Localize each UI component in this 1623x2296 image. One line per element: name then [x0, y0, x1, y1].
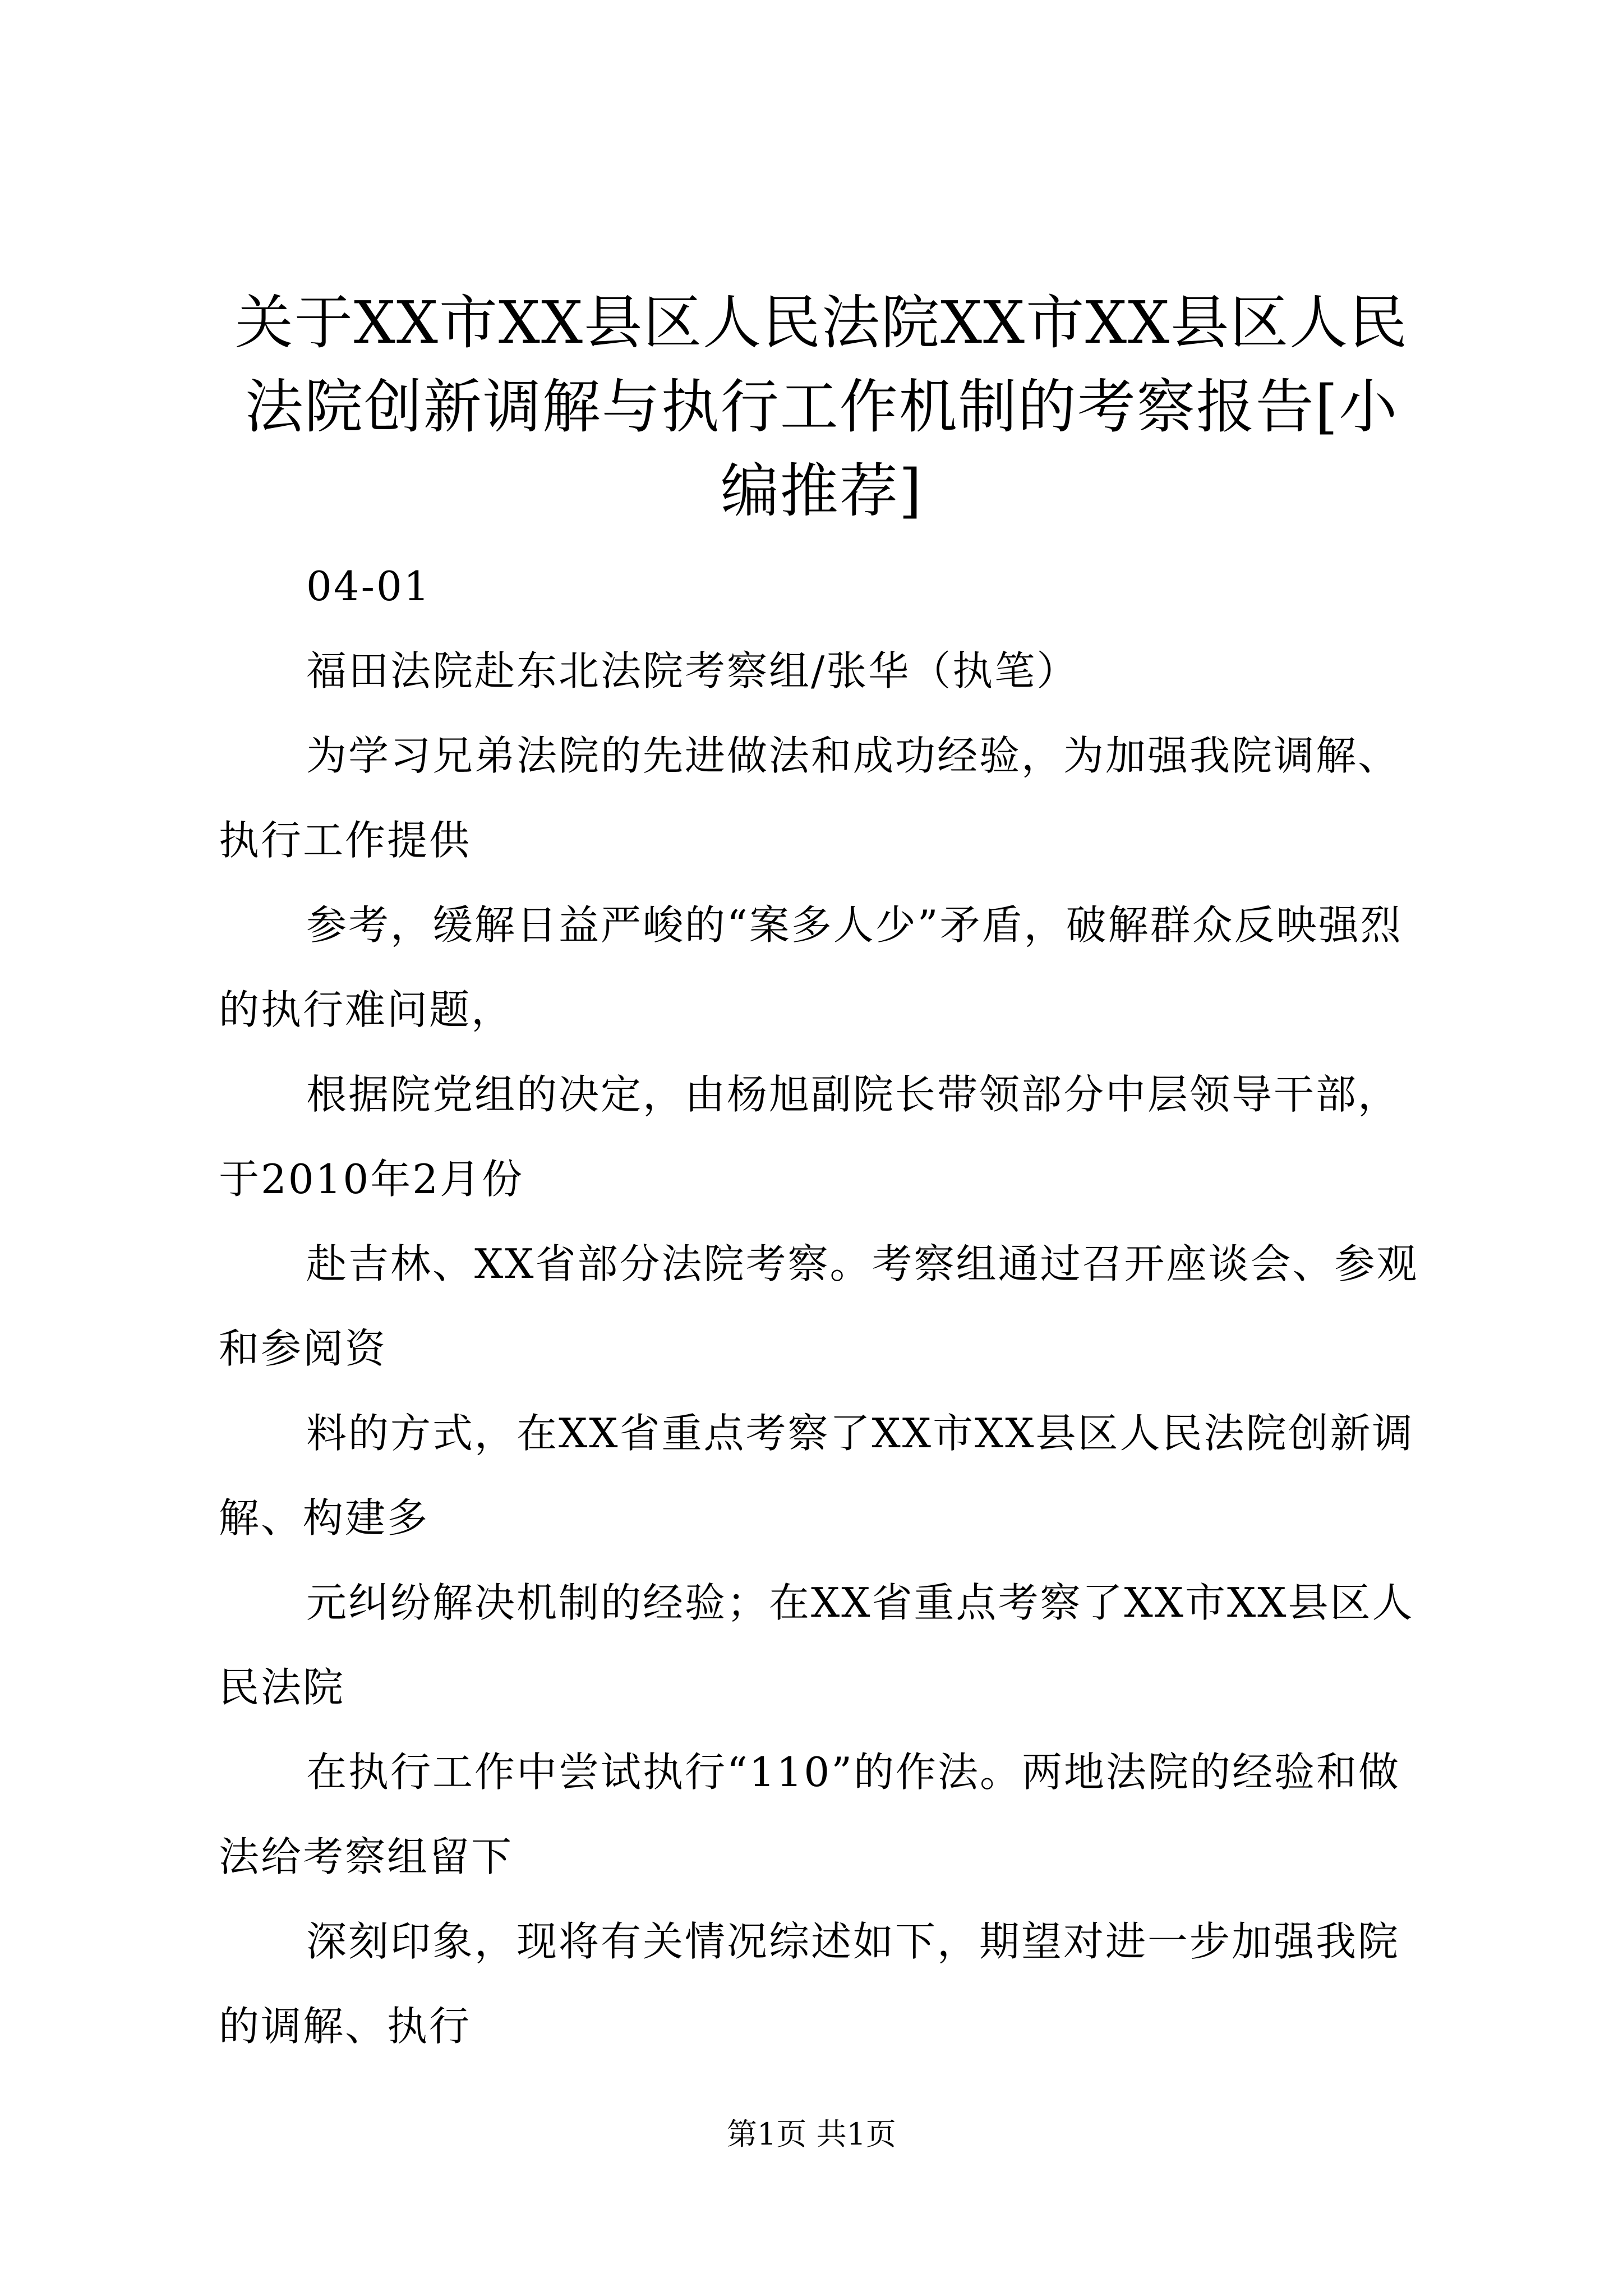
body-paragraph: 为学习兄弟法院的先进做法和成功经验，为加强我院调解、执行工作提供 [219, 732, 1400, 864]
page-footer: 第1页 共1页 [727, 2116, 896, 2152]
document-body [219, 544, 1424, 2069]
body-paragraph: 元纠纷解决机制的经验；在XX省重点考察了XX市XX县区人民法院 [219, 1579, 1414, 1711]
body-paragraph: 料的方式，在XX省重点考察了XX市XX县区人民法院创新调解、构建多 [219, 1410, 1414, 1542]
document-title: 关于XX市XX县区人民法院XX市XX县区人民法院创新调解与执行工作机制的考察报告[小编推荐] [234, 288, 1409, 525]
date-line: 04-01 [306, 563, 431, 610]
body-paragraph: 参考，缓解日益严峻的“案多人少”矛盾，破解群众反映强烈的执行难问题， [219, 901, 1403, 1033]
body-paragraph: 深刻印象，现将有关情况综述如下，期望对进一步加强我院的调解、执行 [219, 1918, 1400, 2050]
body-paragraph: 根据院党组的决定，由杨旭副院长带领部分中层领导干部，于2010年2月份 [219, 1071, 1400, 1203]
body-paragraph: 在执行工作中尝试执行“110”的作法。两地法院的经验和做法给考察组留下 [219, 1749, 1401, 1880]
author-line: 福田法院赴东北法院考察组/张华（执笔） [306, 647, 1079, 694]
body-paragraph: 赴吉林、XX省部分法院考察。考察组通过召开座谈会、参观和参阅资 [219, 1240, 1419, 1372]
